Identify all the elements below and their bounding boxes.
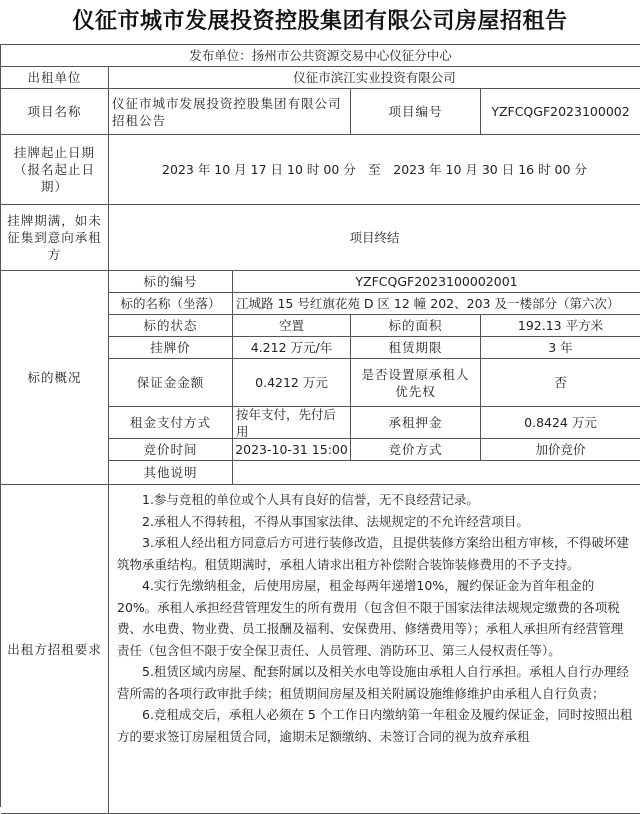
bid-method-value: 加价竞价	[481, 439, 640, 461]
requirement-item: 6.竞租成交后，承租人必须在 5 个工作日内缴纳第一年租金及履约保证金，同时按照出租方的要求签订房屋租赁合同，逾期未足额缴纳、未签订合同的视为放弃承租	[117, 707, 633, 744]
project-no-label: 项目编号	[351, 89, 481, 135]
term-label: 租赁期限	[351, 337, 481, 359]
area-value: 192.13 平方米	[481, 315, 640, 337]
listing-period-value: 2023 年 10 月 17 日 10 时 00 分 至 2023 年 10 月 30 日 16 时 00 分	[109, 135, 640, 205]
other-label: 其他说明	[109, 461, 233, 485]
bid-time-value: 2023-10-31 15:00	[233, 439, 351, 461]
item-no-label: 标的编号	[109, 271, 233, 293]
lessor-label: 出租单位	[1, 67, 109, 89]
status-label: 标的状态	[109, 315, 233, 337]
overview-label: 标的概况	[1, 271, 109, 485]
priority-label: 是否设置原承租人优先权	[351, 359, 481, 407]
requirement-item: 5.租赁区域内房屋、配套附属以及相关水电等设施由承租人自行承担。承租人自行办理经营所需的各项行政审批手续；租赁期间房屋及相关附属设施维修维护由承租人自行负责；	[117, 664, 629, 701]
requirements-label: 出租方招租要求	[1, 485, 109, 814]
priority-value: 否	[481, 359, 640, 407]
expiry-label: 挂牌期满，如未征集到意向承租方	[1, 205, 109, 271]
item-no-value: YZFCQGF2023100002001	[233, 271, 640, 293]
term-value: 3 年	[481, 337, 640, 359]
guarantee-value: 0.8424 万元	[481, 407, 640, 439]
item-name-label: 标的名称（坐落）	[109, 293, 233, 315]
status-value: 空置	[233, 315, 351, 337]
price-value: 4.212 万元/年	[233, 337, 351, 359]
requirement-item: 4.实行先缴纳租金，后使用房屋，租金每两年递增10%，履约保证金为首年租金的20%。承租人承担经营管理发生的所有费用（包含但不限于国家法律法规规定缴费的各项税费、水电费、物业费、员工报酬及福利、安保费用、修缮费用等）；承租人承担所有经营管理责任（包含但不限于安全保卫责任、人员管理、消防环卫、第三人侵权责任等）。	[117, 578, 624, 658]
lessor-value: 仪征市滨江实业投资有限公司	[109, 67, 640, 89]
payment-value: 按年支付，先付后用	[233, 407, 351, 439]
project-no-value: YZFCQGF2023100002	[481, 89, 640, 135]
price-label: 挂牌价	[109, 337, 233, 359]
guarantee-label: 承租押金	[351, 407, 481, 439]
expiry-value: 项目终结	[109, 205, 640, 271]
deposit-label: 保证金金额	[109, 359, 233, 407]
project-name-value: 仪征市城市发展投资控股集团有限公司招租公告	[109, 89, 351, 135]
publisher-text: 发布单位：扬州市公共资源交易中心仪征分中心	[1, 45, 640, 67]
item-name-value: 江城路 15 号红旗花苑 D 区 12 幢 202、203 及一楼部分（第六次）	[233, 293, 640, 315]
other-value	[233, 461, 640, 485]
announcement-table	[0, 44, 640, 807]
requirement-item: 1.参与竞租的单位或个人具有良好的信誉，无不良经营记录。	[142, 492, 479, 507]
listing-period-label: 挂牌起止日期（报名起止日期）	[1, 135, 109, 205]
page-title: 仪征市城市发展投资控股集团有限公司房屋招租告	[72, 9, 568, 34]
payment-label: 租金支付方式	[109, 407, 233, 439]
area-label: 标的面积	[351, 315, 481, 337]
requirement-item: 3.承租人经出租方同意后方可进行装修改造，且提供装修方案给出租方审核，不得破坏建筑物承重结构。租赁期满时，承租人请求出租方补偿附合装饰装修费用的不予支持。	[117, 535, 629, 572]
requirements-list	[109, 485, 640, 814]
deposit-value: 0.4212 万元	[233, 359, 351, 407]
bid-time-label: 竞价时间	[109, 439, 233, 461]
project-name-label: 项目名称	[1, 89, 109, 135]
bid-method-label: 竞价方式	[351, 439, 481, 461]
requirement-item: 2.承租人不得转租，不得从事国家法律、法规规定的不允许经营项目。	[142, 513, 529, 529]
